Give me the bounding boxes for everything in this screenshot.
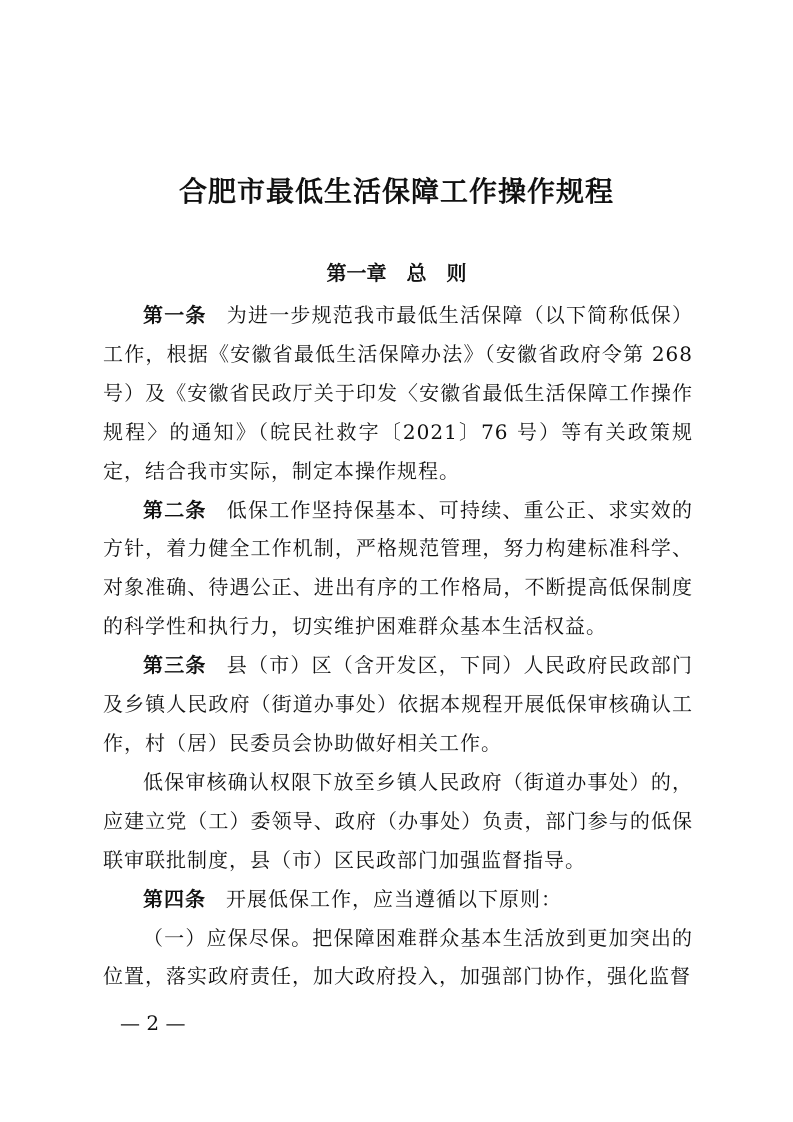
document-body	[103, 296, 693, 996]
article-4-paragraph	[103, 880, 693, 919]
article-text: 低保审核确认权限下放至乡镇人民政府（街道办事处）的，应建立党（工）委领导、政府（办事处）负责，部门参与的低保联审联批制度，县（市）区民政部门加强监督指导。	[103, 769, 693, 872]
document-title: 合肥市最低生活保障工作操作规程	[178, 175, 614, 208]
article-label: 第三条	[143, 653, 207, 678]
article-2-paragraph	[103, 491, 693, 647]
article-label: 第四条	[143, 886, 206, 911]
article-4-item-1-paragraph	[103, 919, 693, 997]
chapter-heading: 第一章 总 则	[326, 261, 467, 285]
article-text: 低保工作坚持保基本、可持续、重公正、求实效的方针，着力健全工作机制，严格规范管理，努力构建标准科学、对象准确、待遇公正、进出有序的工作格局，不断提高低保制度的科学性和执行力，切实维护困难群众基本生活权益。	[103, 497, 694, 639]
article-label: 第二条	[143, 497, 207, 522]
article-label: 第一条	[143, 303, 207, 327]
article-text: 县（市）区（含开发区，下同）人民政府民政部门及乡镇人民政府（街道办事处）依据本规程开展低保审核确认工作，村（居）民委员会协助做好相关工作。	[103, 653, 694, 755]
article-text: （一）应保尽保。把保障困难群众基本生活放到更加突出的位置，落实政府责任，加大政府投入，加强部门协作，强化监督	[103, 925, 693, 989]
article-3-paragraph	[103, 646, 693, 763]
page-number: — 2 —	[120, 1011, 186, 1035]
article-text: 开展低保工作，应当遵循以下原则：	[226, 886, 562, 911]
article-text: 为进一步规范我市最低生活保障（以下简称低保）工作，根据《安徽省最低生活保障办法》（安徽省政府令第 268 号）及《安徽省民政厅关于印发〈安徽省最低生活保障工作操作规程〉的通知》（皖民社救字〔2021〕76 号）等有关政策规定，结合我市实际，制定本操作规程。	[103, 303, 694, 483]
article-1-paragraph	[103, 296, 693, 491]
article-3-continuation-paragraph	[103, 763, 693, 880]
